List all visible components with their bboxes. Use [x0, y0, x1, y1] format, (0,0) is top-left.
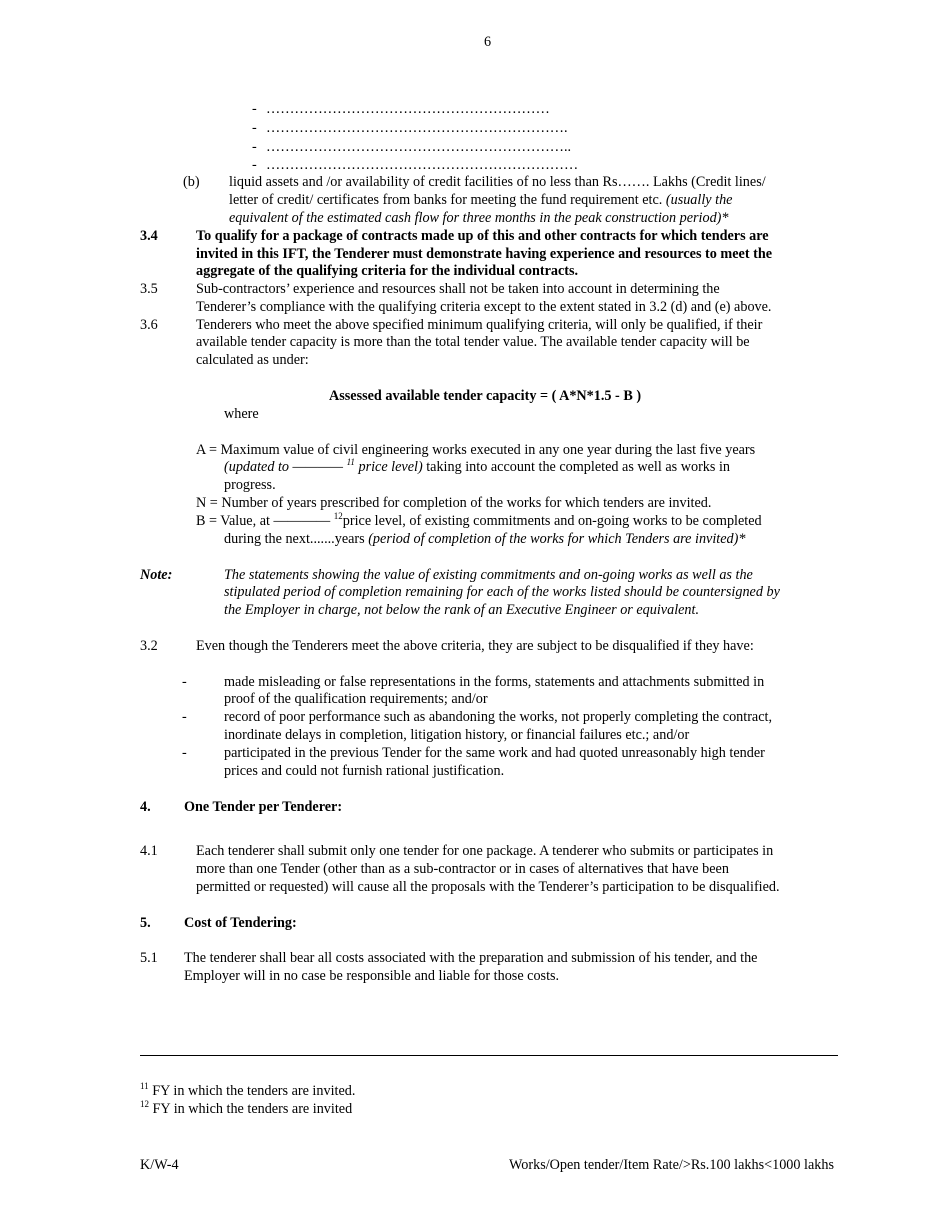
bullet-dash: -: [182, 709, 187, 725]
note-line: the Employer in charge, not below the rank of an Executive Engineer or equivalent.: [224, 602, 700, 618]
capacity-formula: Assessed available tender capacity = ( A*N*1.5 - B ): [329, 388, 642, 404]
paragraph-line: Tenderer’s compliance with the qualifying criteria except to the extent stated in 3.2 (d) and (e) above.: [196, 299, 772, 315]
dotted-line: ……………………………………………………….: [266, 120, 568, 136]
item-b-italic: (usually the: [665, 192, 733, 208]
item-b-label: (b): [183, 174, 200, 190]
footnote-divider: [140, 1055, 838, 1056]
footnote-text: FY in which the tenders are invited: [149, 1101, 353, 1117]
definition-line: [196, 513, 762, 531]
item-b-line: [229, 192, 732, 210]
definition-text: price level, of existing commitments and on-going works to be completed: [342, 513, 762, 529]
item-b-line: liquid assets and /or availability of credit facilities of no less than Rs……. Lakhs (Credit lines/: [229, 174, 766, 190]
note-line: stipulated period of completion remaining for each of the works listed should be countersigned by: [224, 584, 780, 600]
page-number: 6: [484, 34, 492, 50]
paragraph-line: more than one Tender (other than as a sub-contractor or in cases of alternatives that have been: [196, 861, 729, 877]
definition-line: [224, 531, 745, 549]
note-line: The statements showing the value of existing commitments and on-going works as well as the: [224, 567, 753, 583]
footnote-ref: 12: [333, 511, 343, 521]
section-number: 4.1: [140, 843, 158, 859]
dash: -: [252, 101, 257, 117]
definition-text: taking into account the completed as well as works in: [422, 459, 730, 475]
section-number: 4.: [140, 799, 151, 815]
section-title: Cost of Tendering:: [184, 915, 297, 931]
paragraph-line: available tender capacity is more than the total tender value. The available tender capacity will be: [196, 334, 750, 350]
dash: -: [252, 157, 257, 173]
paragraph-line: The tenderer shall bear all costs associated with the preparation and submission of his tender, and the: [184, 950, 758, 966]
list-item-line: record of poor performance such as abandoning the works, not properly completing the contract,: [224, 709, 773, 725]
paragraph-line: permitted or requested) will cause all the proposals with the Tenderer’s participation to be disqualified.: [196, 879, 780, 895]
bullet-dash: -: [182, 745, 187, 761]
dash: -: [252, 120, 257, 136]
footnote-mark: 11: [140, 1081, 149, 1091]
definition-line: progress.: [224, 477, 276, 493]
paragraph-line: aggregate of the qualifying criteria for the individual contracts.: [196, 263, 579, 279]
dotted-line: ……………………………………………………: [266, 101, 550, 117]
section-title: One Tender per Tenderer:: [184, 799, 343, 815]
paragraph-line: Each tenderer shall submit only one tender for one package. A tenderer who submits or participates in: [196, 843, 774, 859]
list-item-line: proof of the qualification requirements; and/or: [224, 691, 488, 707]
section-number: 3.2: [140, 638, 158, 654]
footnote: [140, 1083, 355, 1101]
section-number: 5.: [140, 915, 151, 931]
footer-left: K/W-4: [140, 1157, 179, 1173]
paragraph-line: Sub-contractors’ experience and resources shall not be taken into account in determining the: [196, 281, 720, 297]
item-b-line: equivalent of the estimated cash flow for three months in the peak construction period)*: [229, 210, 729, 226]
list-item-line: prices and could not furnish rational justification.: [224, 763, 505, 779]
paragraph-line: Tenderers who meet the above specified minimum qualifying criteria, will only be qualified, if their: [196, 317, 763, 333]
paragraph-line: To qualify for a package of contracts made up of this and other contracts for which tenders are: [196, 228, 769, 244]
definition-line: [224, 459, 730, 477]
paragraph-line: invited in this IFT, the Tenderer must demonstrate having experience and resources to meet the: [196, 246, 773, 262]
dotted-line: …………………………………………………………: [266, 157, 579, 173]
paragraph-line: Employer will in no case be responsible and liable for those costs.: [184, 968, 560, 984]
dash: -: [252, 139, 257, 155]
definition-line: A = Maximum value of civil engineering works executed in any one year during the last five years: [196, 442, 756, 458]
section-number: 5.1: [140, 950, 158, 966]
definition-text: during the next.......years: [224, 531, 369, 547]
bullet-dash: -: [182, 674, 187, 690]
item-b-text: letter of credit/ certificates from banks for meeting the fund requirement etc.: [229, 192, 666, 208]
list-item-line: participated in the previous Tender for the same work and had quoted unreasonably high tender: [224, 745, 765, 761]
where-label: where: [224, 406, 259, 422]
dotted-line: ………………………………………………………..: [266, 139, 572, 155]
footnote-ref: 11: [346, 457, 355, 467]
footnote-mark: 12: [140, 1099, 149, 1109]
definition-italic: (period of completion of the works for which Tenders are invited)*: [368, 531, 746, 547]
definition-italic: price level): [354, 459, 423, 475]
definition-text: B = Value, at ————: [196, 513, 334, 529]
definition-n: N = Number of years prescribed for completion of the works for which tenders are invited.: [196, 495, 712, 511]
section-number: 3.4: [140, 228, 158, 244]
section-number: 3.6: [140, 317, 158, 333]
definition-italic: (updated to ————: [224, 459, 347, 475]
section-number: 3.5: [140, 281, 158, 297]
paragraph-line: calculated as under:: [196, 352, 309, 368]
list-item-line: made misleading or false representations in the forms, statements and attachments submitted in: [224, 674, 765, 690]
footnote: [140, 1101, 352, 1119]
list-item-line: inordinate delays in completion, litigation history, or financial failures etc.; and/or: [224, 727, 690, 743]
paragraph-line: Even though the Tenderers meet the above criteria, they are subject to be disqualified if they have:: [196, 638, 754, 654]
footnote-text: FY in which the tenders are invited.: [148, 1083, 356, 1099]
note-label: Note:: [140, 567, 173, 583]
footer-right: Works/Open tender/Item Rate/>Rs.100 lakhs<1000 lakhs: [509, 1157, 834, 1173]
